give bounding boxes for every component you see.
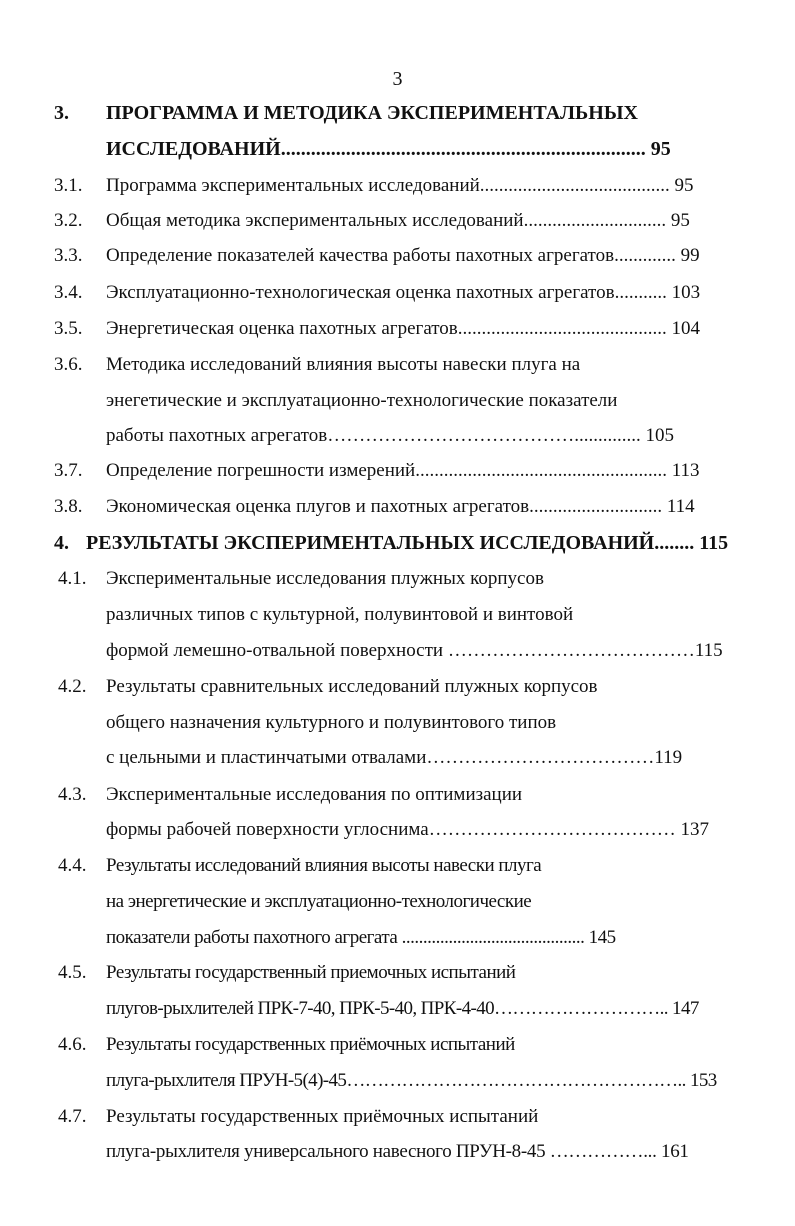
toc-title-4-4-line2: на энергетические и эксплуатационно-технологические <box>106 891 532 912</box>
toc-title-3-4: Эксплуатационно-технологическая оценка пахотных агрегатов........... 103 <box>106 282 701 303</box>
toc-num-3-7: 3.7. <box>54 460 83 481</box>
toc-title-3-6-line1: Методика исследований влияния высоты навески плуга на <box>106 354 581 375</box>
toc-num-4-5: 4.5. <box>58 962 87 983</box>
toc-title-4-7-line2: плуга-рыхлителя универсального навесного ПРУН-8-45 ……………... 161 <box>106 1141 689 1162</box>
toc-title-3-1: Программа экспериментальных исследований........................................ 95 <box>106 175 694 196</box>
toc-num-4-4: 4.4. <box>58 855 87 876</box>
toc-num-3: 3. <box>54 102 69 124</box>
toc-num-3-8: 3.8. <box>54 496 83 517</box>
toc-title-3-line1: ПРОГРАММА И МЕТОДИКА ЭКСПЕРИМЕНТАЛЬНЫХ <box>106 102 638 124</box>
toc-num-3-1: 3.1. <box>54 175 83 196</box>
toc-num-4-6: 4.6. <box>58 1034 87 1055</box>
toc-title-3-6-line3: работы пахотных агрегатов………………………………….............. 105 <box>106 425 674 446</box>
toc-title-4-2-line2: общего назначения культурного и полувинтового типов <box>106 712 557 733</box>
toc-num-4: 4. <box>54 532 69 554</box>
toc-title-4-3-line1: Экспериментальные исследования по оптимизации <box>106 784 523 805</box>
toc-title-3-line2: ИССЛЕДОВАНИЙ......................................................................... 95 <box>106 138 671 160</box>
toc-title-4-4-line1: Результаты исследований влияния высоты навески плуга <box>106 855 542 876</box>
toc-title-3-2: Общая методика экспериментальных исследований.............................. 95 <box>106 210 690 231</box>
toc-num-4-1: 4.1. <box>58 568 87 589</box>
toc-title-4-2-line3: с цельными и пластинчатыми отвалами………………………………119 <box>106 747 683 768</box>
toc-title-3-3: Определение показателей качества работы пахотных агрегатов............. 99 <box>106 245 700 266</box>
toc-title-4-1-line1: Экспериментальные исследования плужных корпусов <box>106 568 544 589</box>
toc-title-4-1-line3: формой лемешно-отвальной поверхности …………………………………115 <box>106 640 723 661</box>
toc-num-3-5: 3.5. <box>54 318 83 339</box>
toc-num-4-7: 4.7. <box>58 1106 87 1127</box>
toc-num-4-3: 4.3. <box>58 784 87 805</box>
toc-title-4-4-line3: показатели работы пахотного агрегата ........................................... 145 <box>106 927 616 948</box>
toc-title-3-7: Определение погрешности измерений..................................................... 113 <box>106 460 700 481</box>
toc-num-3-6: 3.6. <box>54 354 83 375</box>
toc-title-4-1-line2: различных типов с культурной, полувинтовой и винтовой <box>106 604 574 625</box>
toc-title-4: РЕЗУЛЬТАТЫ ЭКСПЕРИМЕНТАЛЬНЫХ ИССЛЕДОВАНИЙ........ 115 <box>86 532 729 554</box>
toc-title-4-7-line1: Результаты государственных приёмочных испытаний <box>106 1106 539 1127</box>
toc-num-4-2: 4.2. <box>58 676 87 697</box>
toc-title-4-5-line2: плугов-рыхлителей ПРК-7-40, ПРК-5-40, ПРК-4-40……………………….. 147 <box>106 998 699 1019</box>
toc-title-4-5-line1: Результаты государственный приемочных испытаний <box>106 962 516 983</box>
toc-title-3-6-line2: энегетические и эксплуатационно-технологические показатели <box>106 390 618 411</box>
toc-num-3-3: 3.3. <box>54 245 83 266</box>
toc-title-3-5: Энергетическая оценка пахотных агрегатов............................................ 104 <box>106 318 701 339</box>
toc-title-4-3-line2: формы рабочей поверхности углоснима………………………………… 137 <box>106 819 709 840</box>
toc-title-3-8: Экономическая оценка плугов и пахотных агрегатов............................ 114 <box>106 496 695 517</box>
toc-title-4-2-line1: Результаты сравнительных исследований плужных корпусов <box>106 676 598 697</box>
toc-num-3-4: 3.4. <box>54 282 83 303</box>
toc-num-3-2: 3.2. <box>54 210 83 231</box>
toc-title-4-6-line2: плуга-рыхлителя ПРУН-5(4)-45……………………………………………….. 153 <box>106 1070 717 1091</box>
toc-title-4-6-line1: Результаты государственных приёмочных испытаний <box>106 1034 515 1055</box>
page-number: 3 <box>392 68 403 90</box>
